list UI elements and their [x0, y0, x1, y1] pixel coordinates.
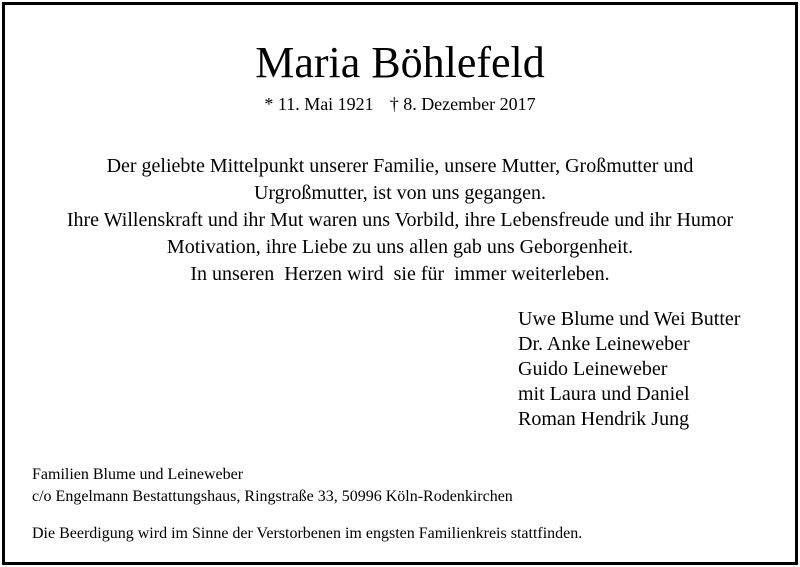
contact-block: [32, 464, 513, 508]
address-line: c/o Engelmann Bestattungshaus, Ringstraße 33, 50996 Köln-Rodenkirchen: [32, 488, 513, 505]
obituary-frame: [2, 2, 798, 565]
mourner-name: Guido Leineweber: [518, 358, 668, 380]
life-dates: [5, 93, 795, 115]
message-line: In unseren Herzen wird sie für immer weiterleben.: [190, 263, 610, 285]
message-line: Motivation, ihre Liebe zu uns allen gab uns Geborgenheit.: [166, 236, 634, 258]
funeral-notice: Die Beerdigung wird im Sinne der Verstorbenen im engsten Familienkreis stattfinden.: [32, 525, 583, 542]
mourner-name: Roman Hendrik Jung: [518, 408, 690, 430]
death-date: † 8. Dezember 2017: [389, 94, 536, 114]
message-line: Ihre Willenskraft und ihr Mut waren uns Vorbild, ihre Lebensfreude und ihr Humor: [66, 209, 734, 231]
families-line: Familien Blume und Leineweber: [32, 466, 244, 483]
mourner-name: Dr. Anke Leineweber: [518, 333, 690, 355]
mourner-name: mit Laura und Daniel: [518, 383, 690, 405]
memorial-message: [5, 153, 795, 288]
mourner-name: Uwe Blume und Wei Butter: [518, 308, 741, 330]
message-line: Der geliebte Mittelpunkt unserer Familie, unsere Mutter, Großmutter und: [106, 155, 694, 177]
deceased-name: Maria Böhlefeld: [255, 38, 545, 87]
message-line: Urgroßmutter, ist von uns gegangen.: [253, 182, 547, 204]
mourners-list: [518, 307, 740, 432]
birth-date: * 11. Mai 1921: [264, 94, 374, 114]
